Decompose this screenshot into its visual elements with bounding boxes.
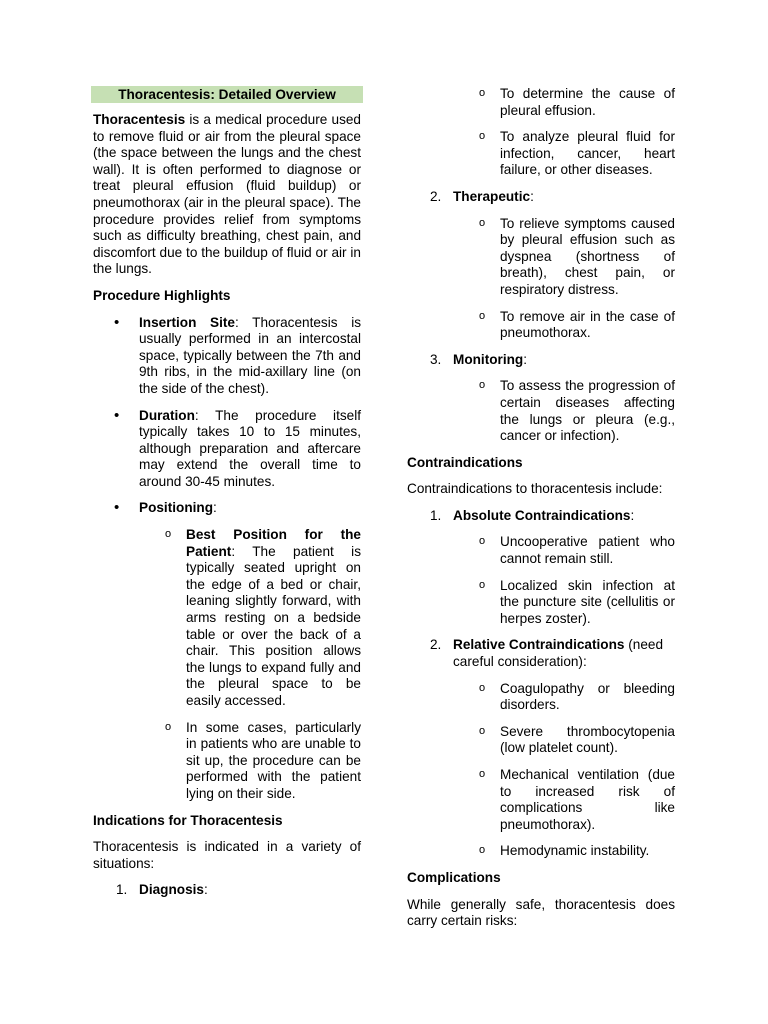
- sub-marker: o: [479, 130, 486, 143]
- sub-therapeutic-item-2: o To remove air in the case of pneumothorax.: [479, 308, 675, 341]
- number-marker: 2.: [430, 188, 442, 204]
- contraindications-intro: Contraindications to thoracentesis include:: [407, 481, 663, 497]
- procedure-heading: Procedure Highlights: [93, 287, 231, 303]
- document-title: Thoracentesis: Detailed Overview: [91, 86, 363, 103]
- sub-marker: o: [479, 535, 486, 548]
- number-marker: 1.: [116, 882, 128, 898]
- numbered-monitoring: 3. Monitoring:: [430, 351, 527, 367]
- complications-heading: Complications: [407, 869, 501, 885]
- sub-marker: o: [479, 724, 486, 737]
- sub-relative-item-3: o Mechanical ventilation (due to increased risk of complications like pneumothorax).: [479, 767, 675, 832]
- sub-marker: o: [479, 844, 486, 857]
- complications-intro: While generally safe, thoracentesis does carry certain risks:: [407, 896, 675, 929]
- sub-therapeutic-item-1: o To relieve symptoms caused by pleural effusion such as dyspnea (shortness of breath), chest pain, or respiratory distress.: [479, 215, 675, 297]
- intro-term: Thoracentesis: [93, 112, 186, 127]
- contraindications-heading: Contraindications: [407, 454, 523, 470]
- number-marker: 1.: [430, 507, 442, 523]
- bullet-positioning: • Positioning:: [114, 499, 217, 517]
- intro-text: is a medical procedure used to remove fluid or air from the pleural space (the space between the lungs and the chest wall). It is often performed to diagnose or treat pleural effusion (fluid buildup) or pneumothorax (air in the pleural space). The procedure provides relief from symptoms such as difficulty breathing, chest pain, and discomfort due to the buildup of fluid or air in the lungs.: [93, 112, 361, 277]
- indications-heading: Indications for Thoracentesis: [93, 812, 283, 828]
- sub-relative-item-2: o Severe thrombocytopenia (low platelet count).: [479, 723, 675, 756]
- sub-absolute-item-1: o Uncooperative patient who cannot remain still.: [479, 534, 675, 567]
- sub-marker: o: [479, 216, 486, 229]
- sub-marker: o: [165, 528, 172, 541]
- bullet-marker: •: [114, 406, 120, 424]
- intro-paragraph: [93, 112, 361, 278]
- numbered-therapeutic: 2. Therapeutic:: [430, 188, 534, 204]
- sub-relative-item-1: o Coagulopathy or bleeding disorders.: [479, 680, 675, 713]
- sub-relative-item-4: o Hemodynamic instability.: [479, 843, 650, 859]
- sub-diagnosis-item-2: o To analyze pleural fluid for infection, cancer, heart failure, or other diseases.: [479, 129, 675, 178]
- number-marker: 3.: [430, 351, 442, 367]
- bullet-marker: •: [114, 499, 120, 517]
- sub-marker: o: [479, 578, 486, 591]
- numbered-diagnosis: 1. Diagnosis:: [116, 882, 208, 898]
- sub-marker: o: [479, 309, 486, 322]
- numbered-relative: 2. Relative Contraindications (need careful consideration):: [430, 637, 664, 670]
- sub-diagnosis-item-1: o To determine the cause of pleural effusion.: [479, 86, 675, 118]
- number-marker: 2.: [430, 637, 442, 653]
- sub-marker: o: [165, 720, 172, 733]
- bullet-insertion-site: • Insertion Site: Thoracentesis is usually performed in an intercostal space, typically between the 7th and 9th ribs, in the mid-axillary line (on the side of the chest).: [114, 313, 362, 396]
- bullet-marker: •: [114, 313, 120, 331]
- sub-marker: o: [479, 379, 486, 392]
- right-column: [407, 86, 675, 930]
- sub-marker: o: [479, 87, 486, 99]
- sub-marker: o: [479, 768, 486, 780]
- sub-marker: o: [479, 681, 486, 694]
- numbered-absolute: 1. Absolute Contraindications:: [430, 507, 635, 523]
- sub-best-position: o Best Position for the Patient: The patient is typically seated upright on the edge of a bed or chair, leaning slightly forward, with arms resting on a bedside table or over the back of a chair. This position allows the lungs to expand fully and the pleural space to be easily accessed.: [165, 527, 361, 708]
- indications-intro: Thoracentesis is indicated in a variety of situations:: [93, 839, 361, 871]
- bullet-duration: • Duration: The procedure itself typically takes 10 to 15 minutes, although preparation and aftercare may extend the overall time to around 30-45 minutes.: [114, 406, 361, 489]
- sub-some-cases: o In some cases, particularly in patients who are unable to sit up, the procedure can be performed with the patient lying on their side.: [165, 719, 361, 801]
- sub-absolute-item-2: o Localized skin infection at the puncture site (cellulitis or herpes zoster).: [479, 577, 675, 626]
- left-column: [93, 86, 361, 899]
- sub-monitoring-item-1: o To assess the progression of certain diseases affecting the lungs or pleura (e.g., cancer or infection).: [479, 378, 675, 444]
